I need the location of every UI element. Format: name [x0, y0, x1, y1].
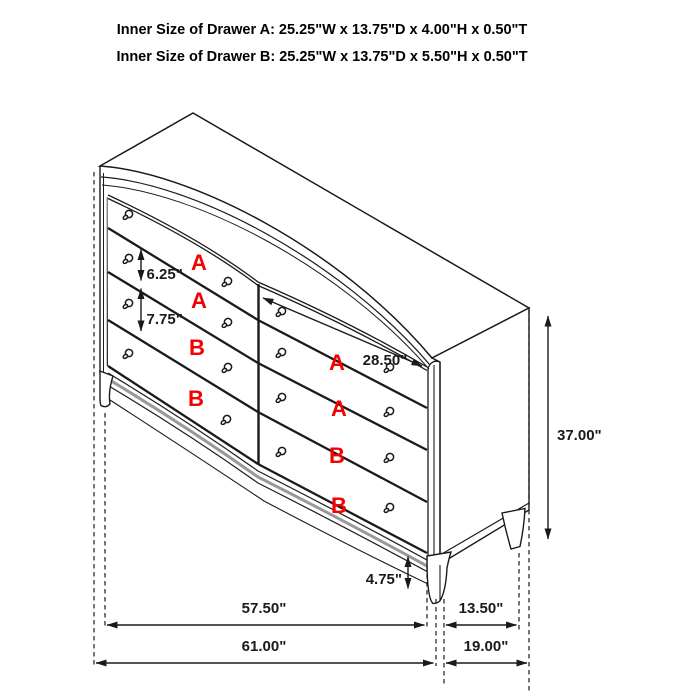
front-right-leg: [427, 552, 451, 604]
title-drawer-b: Inner Size of Drawer B: 25.25"W x 13.75"D x 5.50"H x 0.50"T: [116, 49, 528, 65]
dresser-drawing: [100, 113, 529, 604]
left-drawer-1-label: A: [191, 250, 207, 275]
dimension-label-leg-height: 4.75": [365, 571, 402, 588]
front-left-leg: [100, 371, 113, 407]
left-drawer-4-label: B: [188, 386, 204, 411]
dimension-label-drawer-a-height: 6.25": [146, 266, 183, 283]
dimension-label-front-width: 57.50": [241, 600, 287, 617]
dimension-label-overall-depth: 19.00": [463, 638, 509, 655]
title-drawer-a: Inner Size of Drawer A: 25.25"W x 13.75"D x 4.00"H x 0.50"T: [116, 22, 528, 38]
left-drawer-2-label: A: [191, 288, 207, 313]
dimension-label-drawer-b-height: 7.75": [146, 311, 183, 328]
dimension-label-overall-width: 61.00": [241, 638, 287, 655]
dimension-label-side-depth-top: 13.50": [458, 600, 504, 617]
right-drawer-3-label: B: [329, 443, 345, 468]
rear-right-leg: [502, 509, 525, 550]
right-drawer-4-label: B: [331, 493, 347, 518]
dimension-label-overall-height: 37.00": [557, 427, 602, 444]
dimension-label-bank-width: 28.50": [362, 352, 408, 369]
right-drawer-2-label: A: [331, 396, 347, 421]
title: [116, 22, 527, 65]
right-drawer-1-label: A: [329, 350, 345, 375]
left-drawer-3-label: B: [189, 335, 205, 360]
